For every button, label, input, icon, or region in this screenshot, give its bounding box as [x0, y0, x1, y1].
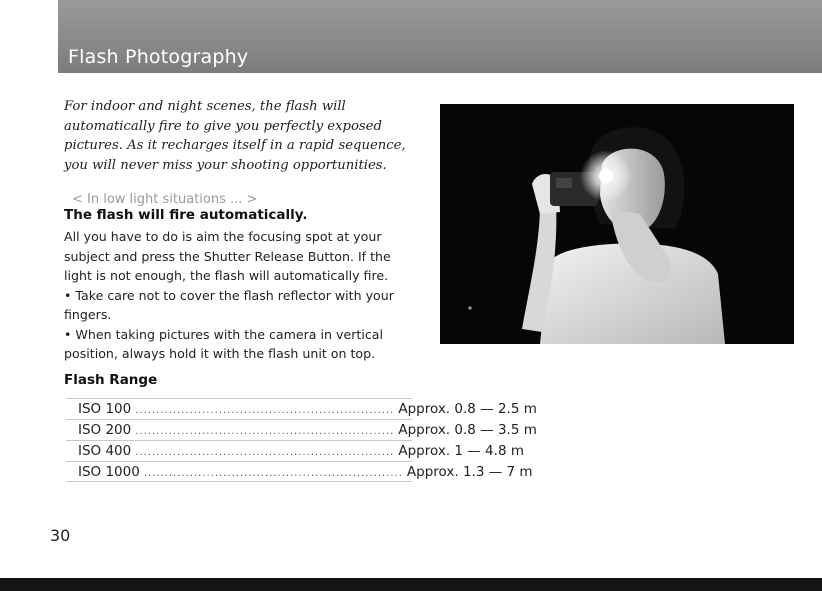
- dot-leader: ..............................................................: [135, 426, 395, 437]
- range-value: Approx. 0.8 — 2.5 m: [398, 401, 537, 417]
- bottom-bar: [0, 578, 822, 591]
- iso-value: ISO 400: [78, 443, 132, 459]
- page-number: 30: [50, 526, 71, 545]
- iso-value: ISO 100: [78, 401, 132, 417]
- intro-line: pictures. As it recharges itself in a rapid sequence,: [64, 138, 406, 154]
- body-line: light is not enough, the flash will automatically fire.: [64, 268, 389, 283]
- header-band: [58, 0, 822, 73]
- intro-line: you will never miss your shooting opportunities.: [64, 157, 387, 173]
- body-line: subject and press the Shutter Release Button. If the: [64, 248, 391, 264]
- intro-line: automatically fire to give you perfectly exposed: [64, 118, 382, 134]
- table-row: [66, 461, 533, 482]
- table-row: [66, 440, 524, 461]
- auto-fire-heading: The flash will fire automatically.: [64, 207, 308, 223]
- dot-leader: ..............................................................: [135, 405, 395, 416]
- range-value: Approx. 1 — 4.8 m: [398, 443, 524, 459]
- intro-paragraph: [64, 97, 404, 175]
- bullet-line: • When taking pictures with the camera in vertical: [64, 326, 383, 342]
- flash-photo: [440, 104, 794, 344]
- iso-value: ISO 200: [78, 422, 132, 438]
- flash-range-heading: Flash Range: [64, 372, 158, 388]
- body-line: All you have to do is aim the focusing spot at your: [64, 229, 382, 244]
- iso-value: ISO 1000: [78, 464, 140, 480]
- instructions-paragraph: [64, 227, 402, 364]
- bullet-line: • Take care not to cover the flash reflector with your: [64, 287, 394, 303]
- range-value: Approx. 1.3 — 7 m: [406, 464, 533, 480]
- dot-leader: ..............................................................: [143, 468, 403, 479]
- table-row: [66, 398, 537, 419]
- body-line: position, always hold it with the flash unit on top.: [64, 346, 376, 361]
- intro-line: For indoor and night scenes, the flash will: [64, 99, 346, 114]
- girl-with-camera-image: [440, 104, 794, 344]
- page-title: Flash Photography: [68, 46, 249, 68]
- dot-leader: ..............................................................: [135, 447, 395, 458]
- table-row: [66, 419, 537, 440]
- flash-range-table: [66, 398, 537, 482]
- body-line: fingers.: [64, 307, 112, 322]
- range-value: Approx. 0.8 — 3.5 m: [398, 422, 537, 438]
- low-light-subheading: < In low light situations ... >: [72, 192, 258, 207]
